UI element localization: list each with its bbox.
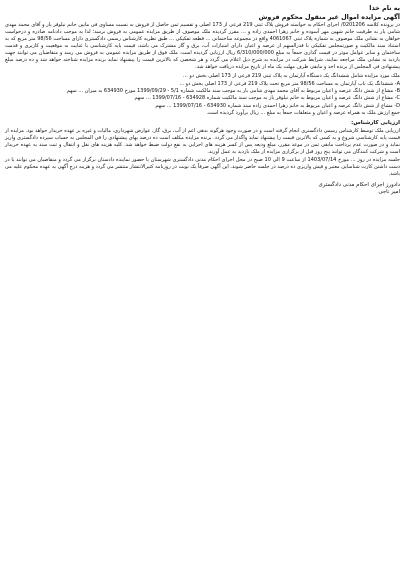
notice-title: آگهی مزایده اموال غیر منقول محکوم فروش (258, 13, 400, 21)
conditions-paragraph: ارزیابی ملک توسط کارشناس رسمی دادگستری انجام گرفته است و در صورت وجود هرگونه بدهی اعم از آب، برق، گاز، عوارض شهرداری، مالیات و غیره بر عهده خریدار خواهد بود. مزایده از قیمت پایه کارشناسی شروع و به کسی که بالاترین قیمت را پیشنهاد نماید واگذار می گردد. برنده مزایده مکلف است ده درصد بهای پیشنهادی را فی المجلس به حساب سپرده دادگستری واریز نماید و در صورت عدم پرداخت مابقی ثمن در موعد مقرر، مبلغ ودیعه پس از کسر هزینه های اجرایی به نفع دولت ضبط خواهد شد. کلیه هزینه های نقل و انتقال و ثبت سند به عهده خریدار است و شرکت کنندگان می توانند پنج روز قبل از برگزاری مزایده از ملک بازدید به عمل آورند. (5, 127, 400, 155)
signature-block (5, 182, 400, 197)
intro-paragraph: در پرونده کلاسه 0201206/ اجرای احکام به خواسته فروش پلاک ثبتی 219 فرعی از 173 اصلی و تقسیم ثمن حاصل از فروش به نسبت مساوی فی مابین خانم نیلوفر یار و آقای محمد مهدی شامی یار به طرفیت خانم شهین مهر آسوده و خانم زهرا احمدی زاده و ... مقرر گردیده ملک موصوف از طریق مزایده عمومی به فروش برسد؛ لذا به موجب دادنامه صادره و درخواست خواهان به نشانی ملک موصوف به شماره پلاک ثبتی 4061067 واقع در مجموعه ساختمانی ... قطعه تفکیکی ... طبق نظریه کارشناس رسمی دادگستری دارای مساحت 98/56 متر مربع که به استناد سند مالکیت و صورتمجلس تفکیکی با قدرالسهم از عرصه و اعیان دارای امتیازات آب، برق و گاز مشترک می باشد، قیمت پایه کارشناسی با عنایت به موقعیت و کاربری و قدمت ساختمان و سایر عوامل موثر در قیمت گذاری جمعاً به مبلغ 6/310/000/000 ریال ارزیابی گردیده است. ملک فوق از طریق مزایده عمومی به فروش می رسد و متقاضیان می توانند جهت بازدید به نشانی ملک مراجعه نمایند. شرایط شرکت در مزایده به شرح ذیل اعلام می گردد و هر شخصی که بالاترین قیمت را پیشنهاد نماید برنده مزایده شناخته خواهد شد و ده درصد مبلغ پیشنهادی فی المجلس از برنده اخذ و مابقی ظرف مهلت یک ماه از تاریخ مزایده دریافت خواهد شد. (5, 22, 401, 71)
signature-title: دادورز اجرای احکام مدنی دادگستری (318, 182, 400, 189)
header-line-1: به نام خدا (369, 4, 400, 12)
signature-name: امیر ناجی (378, 189, 400, 196)
property-intro: ملک مورد مزایده شامل ششدانگ یک دستگاه آپارتمان به پلاک ثبتی 219 فرعی از 173 اصلی بخش دو ... (183, 72, 400, 79)
share-item-d: D- مشاع از شش دانگ عرصه و اعیان مربوط به خانم زهرا احمدی زاده سند شماره 634930 - 1399/07/16 ... سهم (155, 102, 400, 109)
share-item-c: C- مشاع از شش دانگ عرصه و اعیان مربوط به خانم نیلوفر یار به موجب سند مالکیت شماره 634928 - 1399/07/16 ... سهم (134, 95, 400, 102)
session-paragraph: جلسه مزایده در روز ... مورخ 1403/07/14 از ساعت 9 الی 10 صبح در محل اجرای احکام مدنی دادگستری شهرستان با حضور نماینده دادستان برگزار می گردد و متقاضیان می توانند با در دست داشتن کارت شناسایی معتبر و فیش واریزی ده درصد در جلسه حاضر شوند. این آگهی صرفاً یک نوبت در روزنامه کثیرالانتشار منتشر می گردد و هزینه درج آگهی به عهده محکوم علیه می باشد. (5, 157, 400, 178)
share-item-b: B- مشاع از شش دانگ عرصه و اعیان مربوط به آقای محمد مهدی شامی یار به موجب سند مالکیت شماره 5/1 - 1399/09/29 مورخ 634930 به میزان ... سهم (66, 88, 400, 95)
conditions-heading: ارزیابی کارشناس: (351, 120, 400, 127)
share-item-a: A- ششدانگ یک باب آپارتمان به مساحت 98/56 متر مربع تحت پلاک 219 فرعی از 173 اصلی بخش دو ... (179, 81, 400, 88)
valuation-note: جمع ارزش ملک به همراه عرصه و اعیان و متعلقات جمعاً به مبلغ ... ریال برآورد گردیده است. (206, 109, 400, 116)
